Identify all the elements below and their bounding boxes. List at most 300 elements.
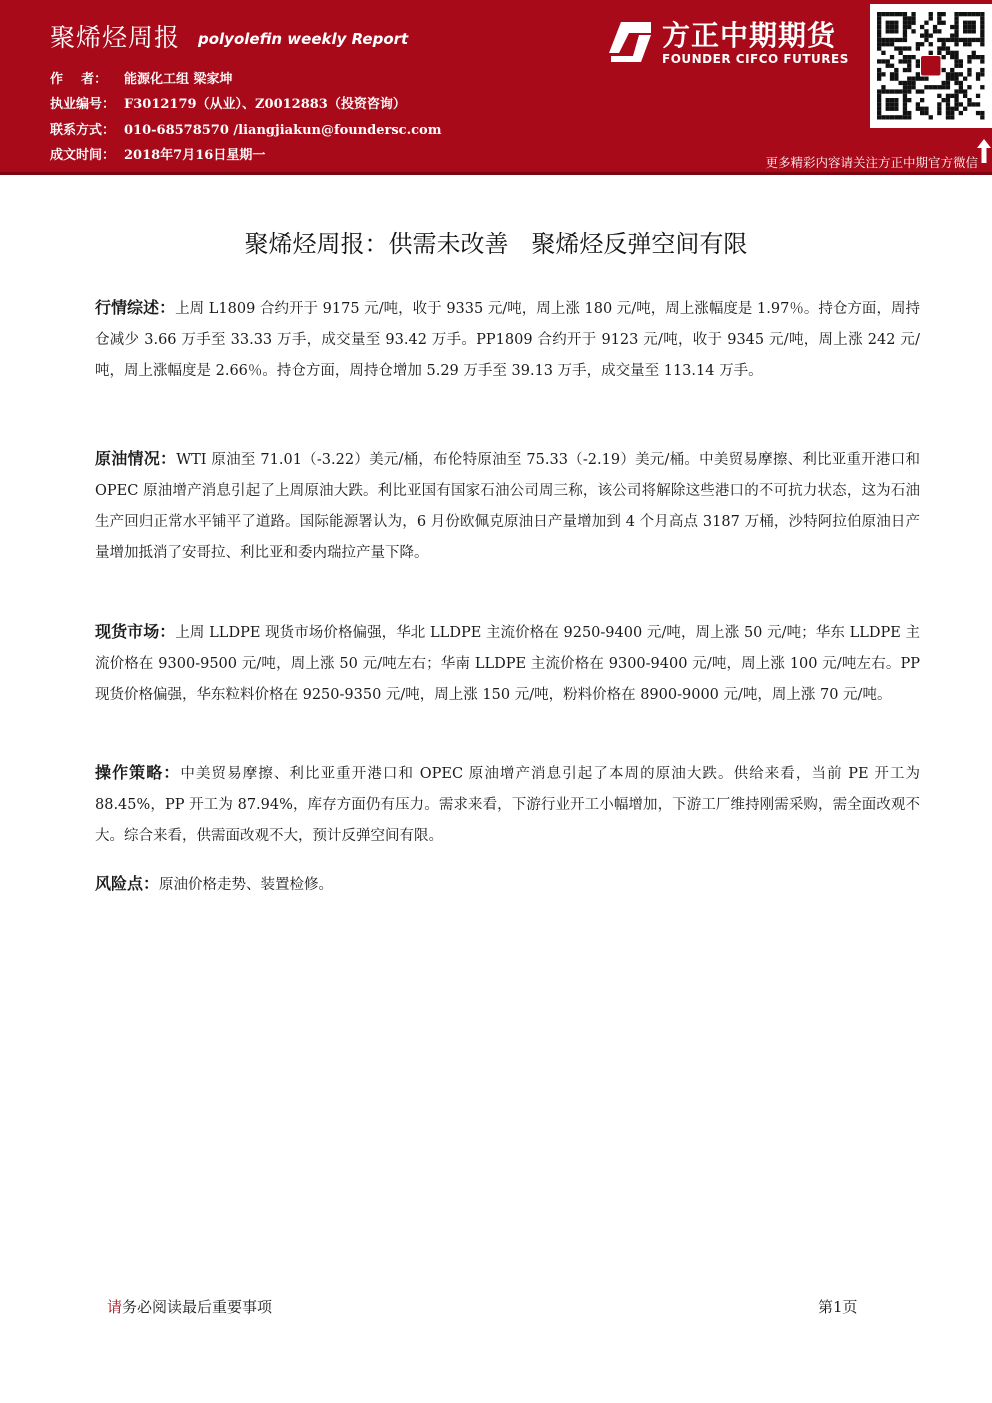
section-text: 中美贸易摩擦、利比亚重开港口和 OPEC 原油增产消息引起了本周的原油大跌。供给来看，当前 PE 开工为 88.45%，PP 开工为 87.94%，库存方面仍有压力。需求来看，下游行业开工小幅增加，下游工厂维持刚需采购，需全面改观不大。综合来看，供需面改观不大，预计反弹空间有限。 [95,766,920,844]
report-title: 聚烯烃周报 [50,23,181,52]
qr-module [959,111,963,115]
qr-module [877,46,881,50]
header-divider [0,172,992,175]
qr-module [929,42,933,46]
qr-module [959,59,963,63]
qr-module [937,16,941,20]
qr-module [894,98,898,102]
qr-module [903,68,907,72]
qr-module [963,21,967,25]
qr-module [903,46,907,50]
qr-module [886,12,890,16]
footer-notice-rest: 务必阅读最后重要事项 [122,1298,273,1316]
qr-module [886,107,890,111]
qr-module [920,42,924,46]
meta-label: 联系方式： [50,123,116,138]
qr-module [972,55,976,59]
qr-module [911,12,915,16]
qr-module [920,98,924,102]
qr-module [899,46,903,50]
qr-module [959,102,963,106]
qr-module [907,59,911,63]
qr-module [907,111,911,115]
qr-module [907,98,911,102]
qr-module [903,29,907,33]
brand-name-en: FOUNDER CIFCO FUTURES [662,52,849,66]
qr-module [929,16,933,20]
qr-module [950,107,954,111]
qr-module [972,29,976,33]
qr-module [907,89,911,93]
qr-module [980,72,984,76]
qr-module [886,98,890,102]
qr-module [954,55,958,59]
qr-module [946,85,950,89]
qr-module [916,89,920,93]
qr-module [886,115,890,119]
qr-module [890,72,894,76]
qr-module [911,81,915,85]
qr-module [907,55,911,59]
qr-module [980,38,984,42]
qr-module [980,59,984,63]
qr-module [980,55,984,59]
qr-module [954,98,958,102]
qr-module [890,115,894,119]
qr-module [950,72,954,76]
qr-module [924,38,928,42]
qr-module [877,72,881,76]
qr-module [954,16,958,20]
document-title: 聚烯烃周报：供需未改善 聚烯烃反弹空间有限 [244,230,748,258]
qr-module [877,68,881,72]
qr-module [894,46,898,50]
qr-module [942,85,946,89]
qr-module [946,81,950,85]
qr-module [903,21,907,25]
arrow-up-icon [976,138,992,164]
qr-module [954,25,958,29]
qr-module [886,29,890,33]
qr-module [903,16,907,20]
qr-module [924,111,928,115]
qr-module [954,51,958,55]
qr-module [976,102,980,106]
qr-module [980,42,984,46]
meta-label: 执业编号： [50,97,116,112]
qr-module [903,25,907,29]
meta-label: 作 者： [50,72,108,87]
qr-module [929,34,933,38]
qr-module [920,107,924,111]
qr-module [976,55,980,59]
qr-module [959,81,963,85]
qr-module [967,38,971,42]
meta-value: 能源化工组 梁家坤 [124,72,233,87]
section-strategy [95,757,920,852]
qr-module [963,29,967,33]
qr-module [877,21,881,25]
qr-module [911,21,915,25]
qr-module [942,21,946,25]
qr-module [877,94,881,98]
qr-module [877,34,881,38]
qr-module [877,111,881,115]
qr-module [972,102,976,106]
section-label: 行情综述： [95,298,176,317]
qr-module [946,51,950,55]
qr-module [899,59,903,63]
qr-module [899,81,903,85]
qr-module [907,68,911,72]
qr-code-icon[interactable] [870,4,992,128]
qr-module [967,59,971,63]
qr-module [950,115,954,119]
qr-module [890,89,894,93]
qr-module [959,64,963,68]
qr-module [907,21,911,25]
qr-module [946,107,950,111]
qr-module [886,38,890,42]
qr-module [967,29,971,33]
qr-module [903,111,907,115]
qr-module [959,72,963,76]
qr-module [959,38,963,42]
qr-module [890,77,894,81]
qr-module [967,72,971,76]
qr-module [980,16,984,20]
qr-module [903,38,907,42]
qr-module [937,111,941,115]
qr-module [881,38,885,42]
qr-module [907,85,911,89]
qr-module [950,38,954,42]
qr-module [954,81,958,85]
qr-module [894,72,898,76]
qr-module [924,34,928,38]
qr-module [946,94,950,98]
qr-module [954,72,958,76]
brand-name-cn: 方正中期期货 [662,19,837,52]
qr-module [937,51,941,55]
qr-module [916,46,920,50]
qr-module [954,38,958,42]
qr-module [899,51,903,55]
qr-module [890,25,894,29]
qr-module [907,115,911,119]
qr-module [877,16,881,20]
qr-module [894,25,898,29]
qr-module [946,98,950,102]
footer-notice [107,1296,272,1317]
qr-module [972,25,976,29]
qr-code-graphic [870,4,992,128]
qr-module [980,34,984,38]
qr-module [946,77,950,81]
qr-module [911,85,915,89]
qr-module [929,12,933,16]
qr-module [976,72,980,76]
qr-module [954,107,958,111]
qr-module [894,12,898,16]
qr-module [894,89,898,93]
qr-module [877,77,881,81]
qr-module [894,38,898,42]
qr-module [881,42,885,46]
qr-module [972,21,976,25]
qr-module [916,77,920,81]
qr-module [954,94,958,98]
qr-module [881,89,885,93]
qr-module [903,59,907,63]
qr-module [942,46,946,50]
qr-module [877,25,881,29]
qr-module [976,94,980,98]
qr-module [877,59,881,63]
qr-module [899,89,903,93]
qr-module [890,21,894,25]
qr-module [903,102,907,106]
qr-module [903,34,907,38]
qr-module [920,111,924,115]
qr-module [881,72,885,76]
qr-module [963,107,967,111]
qr-module [877,102,881,106]
qr-module [963,12,967,16]
qr-module [967,68,971,72]
qr-module [967,85,971,89]
qr-module [890,64,894,68]
qr-module [903,55,907,59]
qr-module [920,77,924,81]
qr-module [903,12,907,16]
qr-module [903,98,907,102]
qr-module [967,12,971,16]
qr-module [963,94,967,98]
qr-module [954,21,958,25]
qr-module [942,12,946,16]
qr-module [937,12,941,16]
qr-module [946,115,950,119]
qr-module [950,77,954,81]
qr-module [916,42,920,46]
qr-module [972,51,976,55]
meta-label: 成文时间： [50,148,116,163]
qr-module [937,46,941,50]
qr-center-logo-icon [921,56,941,76]
qr-module [963,77,967,81]
qr-module [950,94,954,98]
qr-module [950,68,954,72]
qr-module [907,64,911,68]
qr-module [950,34,954,38]
qr-module [937,94,941,98]
qr-module [877,98,881,102]
license-line [50,93,406,112]
qr-module [924,21,928,25]
contact-line [50,119,441,138]
qr-module [950,111,954,115]
qr-module [937,29,941,33]
founder-logo-icon [607,20,653,64]
qr-module [894,68,898,72]
qr-module [916,107,920,111]
qr-module [972,38,976,42]
qr-module [933,85,937,89]
qr-module [890,98,894,102]
qr-module [881,115,885,119]
qr-module [894,21,898,25]
qr-module [967,55,971,59]
page-number: 第1页 [818,1298,858,1316]
qr-module [920,25,924,29]
qr-module [877,12,881,16]
qr-module [976,38,980,42]
qr-module [899,38,903,42]
qr-module [903,107,907,111]
qr-module [950,55,954,59]
qr-module [980,68,984,72]
qr-module [916,64,920,68]
qr-module [916,102,920,106]
section-spot-market [95,616,920,711]
qr-module [942,42,946,46]
qr-module [911,29,915,33]
qr-module [933,29,937,33]
qr-module [886,64,890,68]
qr-module [963,42,967,46]
qr-module [954,102,958,106]
qr-module [920,89,924,93]
qr-module [907,77,911,81]
qr-module [937,21,941,25]
section-text: 原油价格走势、装置检修。 [159,877,334,893]
qr-module [963,89,967,93]
qr-module [954,42,958,46]
qr-module [950,51,954,55]
qr-module [924,29,928,33]
date-line [50,144,265,163]
qr-module [903,115,907,119]
section-market-review [95,292,920,387]
qr-module [890,12,894,16]
qr-module [946,102,950,106]
qr-module [967,98,971,102]
qr-module [886,21,890,25]
qr-module [954,77,958,81]
qr-module [894,77,898,81]
footer-notice-first: 请 [107,1298,123,1316]
qr-module [903,89,907,93]
qr-module [907,25,911,29]
qr-module [954,64,958,68]
qr-module [894,115,898,119]
qr-module [954,12,958,16]
follow-wechat-text: 更多精彩内容请关注方正中期官方微信 [765,155,978,170]
qr-module [942,81,946,85]
qr-module [907,46,911,50]
section-text: WTI 原油至 71.01（-3.22）美元/桶，布伦特原油至 75.33（-2.19）美元/桶。中美贸易摩擦、利比亚重开港口和 OPEC 原油增产消息引起了上周原油大跌。利比亚国有国家石油公司周三称，该公司将解除这些港口的不可抗力状态，这为石油生产回归正常水平铺平了道路。国际能源署认为，6 月份欧佩克原油日产量增加到 4 个月高点 3187 万桶，沙特阿拉伯原油日产量增加抵消了安哥拉、利比亚和委内瑞拉产量下降。 [95,452,920,561]
qr-module [890,55,894,59]
qr-module [886,59,890,63]
section-label: 原油情况： [95,449,177,468]
qr-module [933,25,937,29]
qr-module [916,72,920,76]
section-text: 上周 L1809 合约开于 9175 元/吨，收于 9335 元/吨，周上涨 180 元/吨，周上涨幅度是 1.97％。持仓方面，周持仓减少 3.66 万手至 33.33 万手，成交量至 93.42 万手。PP1809 合约开于 9123 元/吨，收于 9345 元/吨，周上涨 242 元/吨，周上涨幅度是 2.66％。持仓方面，周持仓增加 5.29 万手至 39.13 万手，成交量至 113.14 万手。 [95,301,920,379]
qr-module [890,42,894,46]
qr-module [886,25,890,29]
qr-module [916,59,920,63]
qr-module [929,115,933,119]
qr-module [881,59,885,63]
section-label: 风险点： [95,874,160,893]
qr-module [886,42,890,46]
qr-module [920,34,924,38]
meta-value: 2018年7月16日星期一 [124,148,266,163]
qr-module [972,12,976,16]
qr-module [959,85,963,89]
qr-module [894,29,898,33]
qr-module [929,85,933,89]
qr-module [877,107,881,111]
qr-module [946,111,950,115]
qr-module [959,89,963,93]
qr-module [924,85,928,89]
qr-module [954,34,958,38]
qr-module [937,102,941,106]
qr-module [980,25,984,29]
qr-module [976,77,980,81]
qr-module [980,21,984,25]
section-text: 上周 LLDPE 现货市场价格偏强，华北 LLDPE 主流价格在 9250-9400 元/吨，周上涨 50 元/吨；华东 LLDPE 主流价格在 9300-9500 元/吨，周上涨 50 元/吨左右；华南 LLDPE 主流价格在 9300-9400 元/吨，周上涨 100 元/吨左右。PP 现货价格偏强，华东粒料价格在 9250-9350 元/吨，周上涨 150 元/吨，粉料价格在 8900-9000 元/吨，周上涨 70 元/吨。 [95,625,920,703]
qr-module [877,29,881,33]
qr-module [967,42,971,46]
qr-module [976,12,980,16]
qr-module [911,16,915,20]
qr-module [894,102,898,106]
qr-module [937,107,941,111]
qr-module [911,55,915,59]
qr-module [967,102,971,106]
qr-module [967,25,971,29]
qr-module [907,16,911,20]
qr-module [963,38,967,42]
qr-module [899,115,903,119]
qr-module [954,89,958,93]
section-label: 操作策略： [95,763,181,782]
qr-module [950,25,954,29]
qr-module [877,115,881,119]
qr-module [980,115,984,119]
qr-module [967,21,971,25]
qr-module [929,51,933,55]
qr-module [886,89,890,93]
qr-module [890,38,894,42]
qr-module [899,12,903,16]
qr-module [924,107,928,111]
qr-module [911,77,915,81]
qr-module [942,68,946,72]
qr-module [980,85,984,89]
qr-module [877,38,881,42]
qr-module [976,111,980,115]
meta-value: 010-68578570 /liangjiakun@foundersc.com [124,123,442,138]
qr-module [886,102,890,106]
qr-module [942,55,946,59]
qr-module [924,77,928,81]
qr-module [959,12,963,16]
meta-value: F3012179（从业）、Z0012883（投资咨询） [124,97,406,112]
